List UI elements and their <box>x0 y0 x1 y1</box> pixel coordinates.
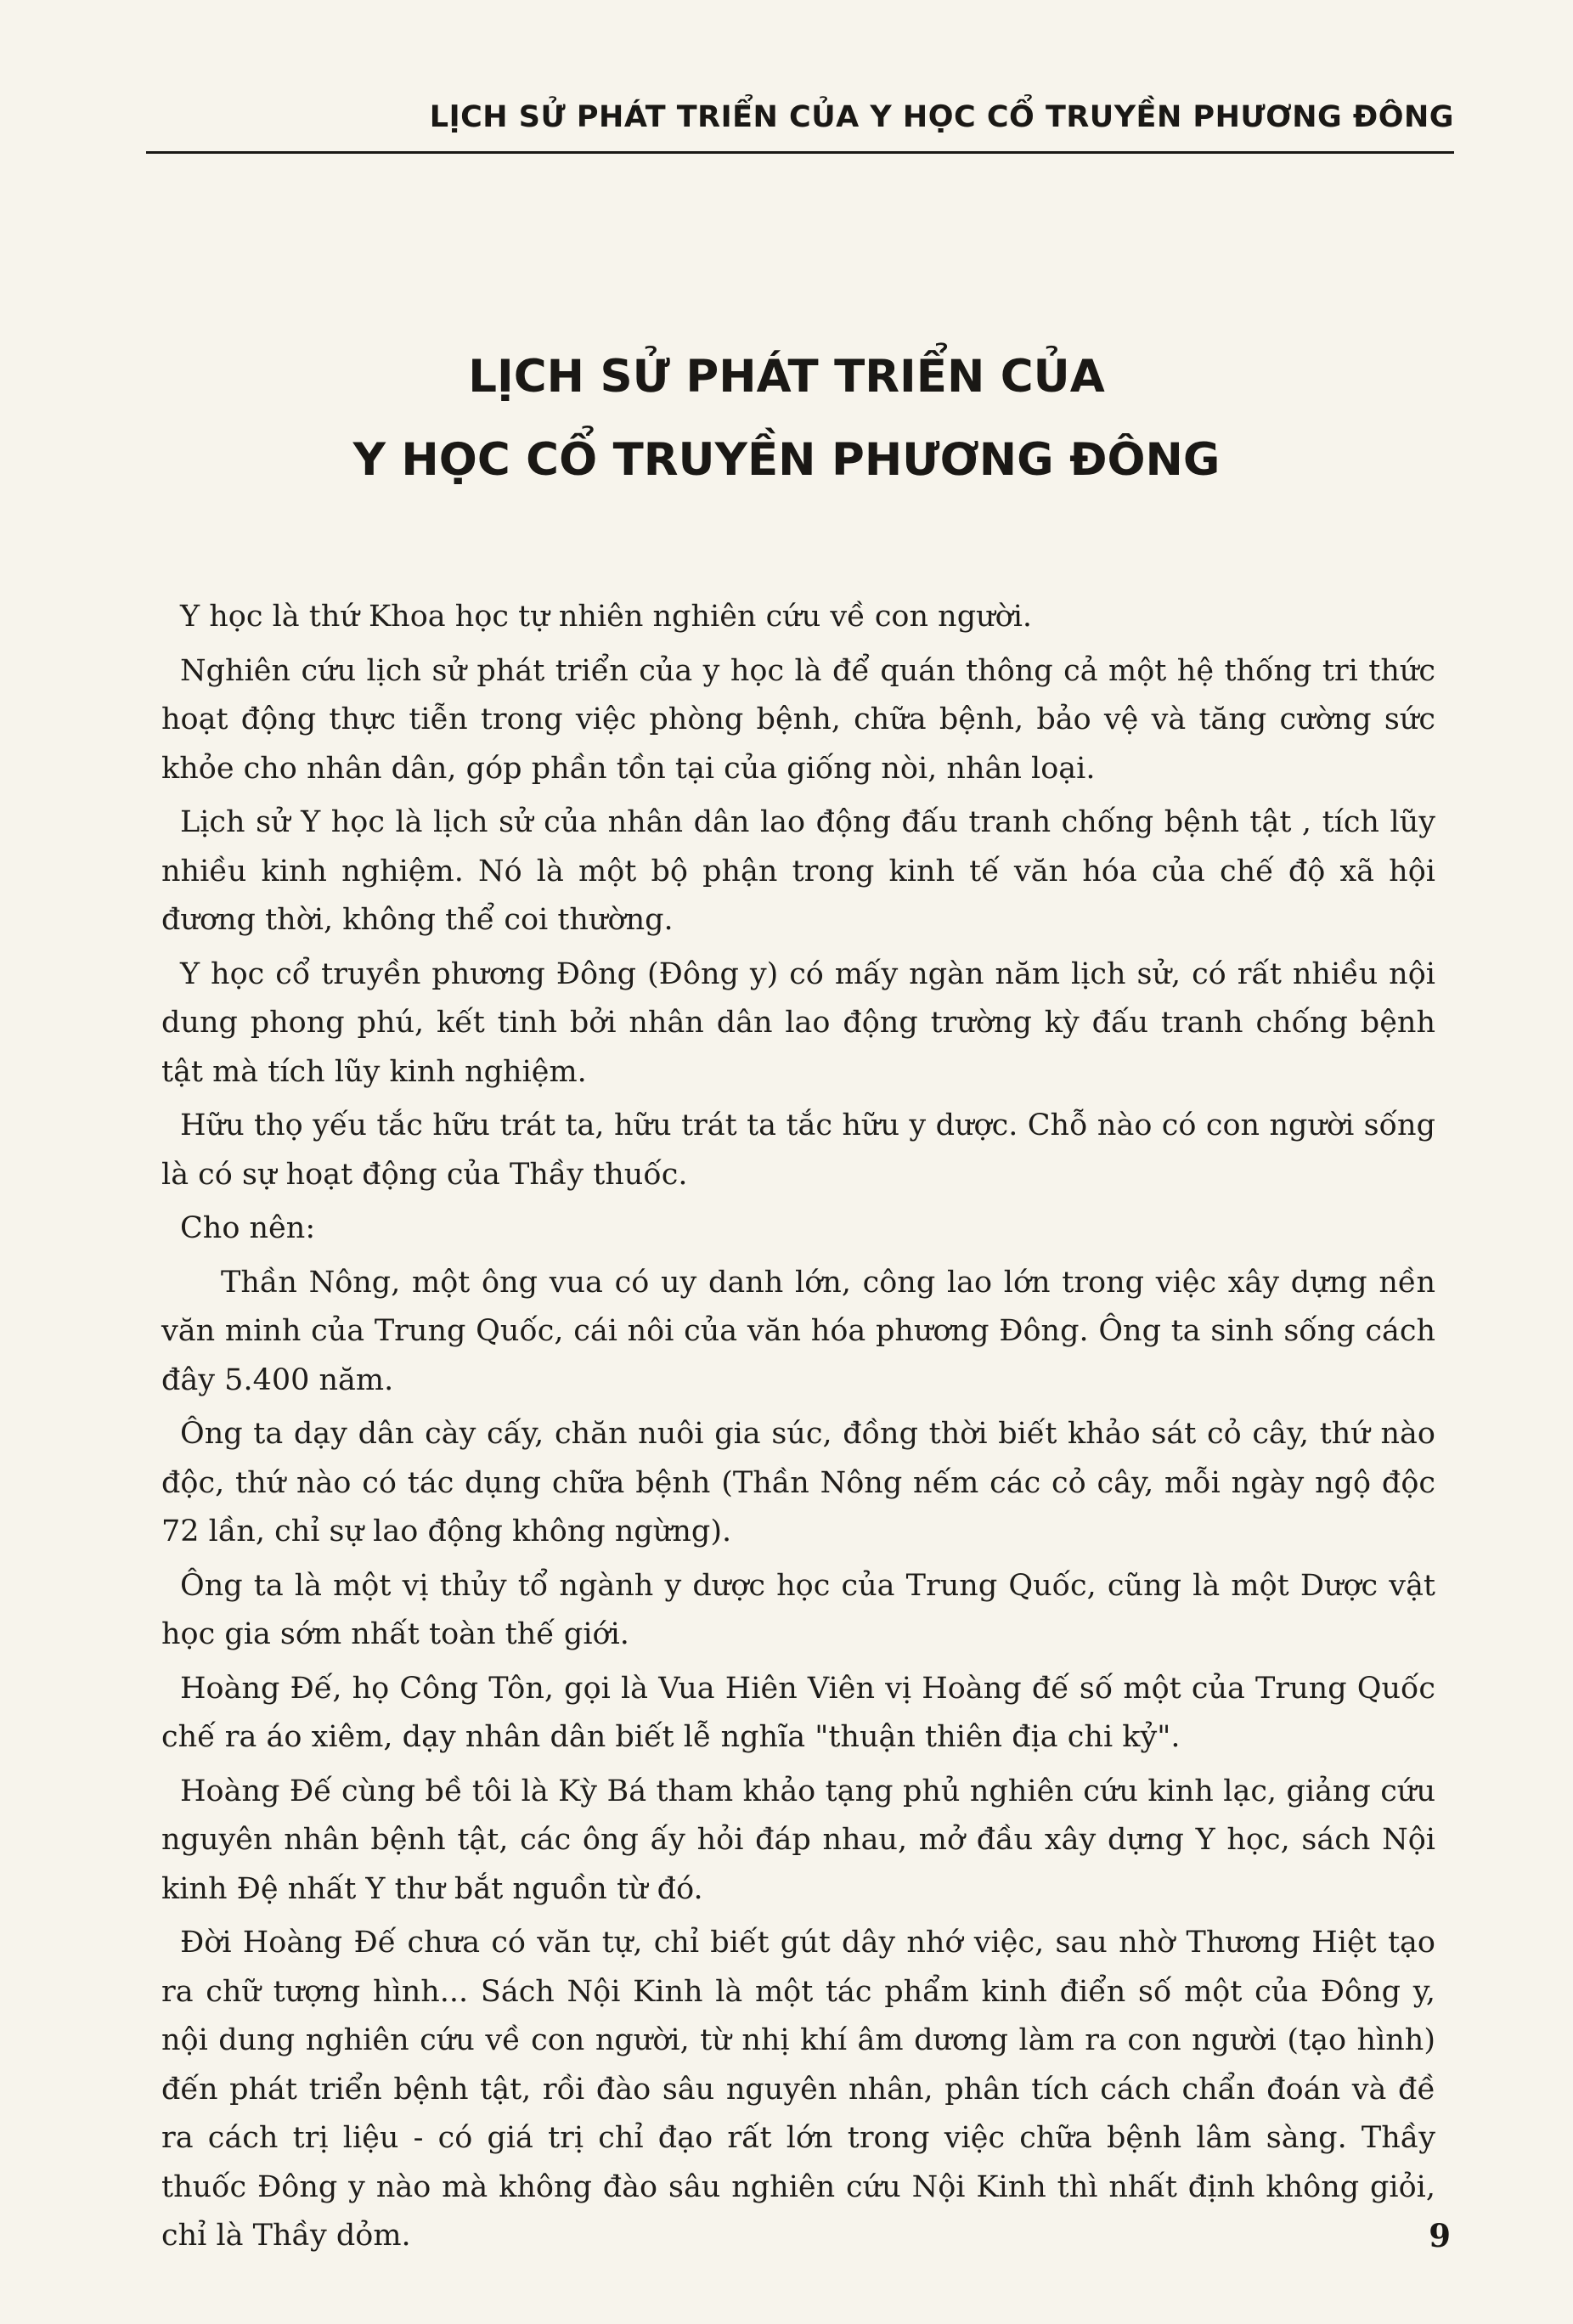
page-number: 9 <box>1429 2217 1451 2254</box>
chapter-title <box>0 336 1573 502</box>
paragraph: Ông ta dạy dân cày cấy, chăn nuôi gia súc, đồng thời biết khảo sát cỏ cây, thứ nào độc, thứ nào có tác dụng chữa bệnh (Thần Nông nếm các cỏ cây, mỗi ngày ngộ độc 72 lần, chỉ sự lao động không ngừng). <box>161 1417 1435 1548</box>
paragraph: Thần Nông, một ông vua có uy danh lớn, công lao lớn trong việc xây dựng nền văn minh của Trung Quốc, cái nôi của văn hóa phương Đông. Ông ta sinh sống cách đây 5.400 năm. <box>161 1265 1435 1397</box>
paragraph: Đời Hoàng Đế chưa có văn tự, chỉ biết gút dây nhớ việc, sau nhờ Thương Hiệt tạo ra chữ tượng hình... Sách Nội Kinh là một tác phẩm kinh điển số một của Đông y, nội dung nghiên cứu về con người, từ nhị khí âm dương làm ra con người (tạo hình) đến phát triển bệnh tật, rồi đào sâu nguyên nhân, phân tích cách chẩn đoán và đề ra cách trị liệu - có giá trị chỉ đạo rất lớn trong việc chữa bệnh lâm sàng. Thầy thuốc Đông y nào mà không đào sâu nghiên cứu Nội Kinh thì nhất định không giỏi, chỉ là Thầy dỏm. <box>161 1926 1435 2253</box>
paragraph: Hoàng Đế, họ Công Tôn, gọi là Vua Hiên Viên vị Hoàng đế số một của Trung Quốc chế ra áo xiêm, dạy nhân dân biết lễ nghĩa "thuận thiên địa chi kỷ". <box>161 1671 1435 1754</box>
chapter-title-line-1: LỊCH SỬ PHÁT TRIỂN CỦA <box>468 351 1105 403</box>
chapter-title-line-2: Y HỌC CỔ TRUYỀN PHƯƠNG ĐÔNG <box>352 434 1221 486</box>
paragraph: Cho nên: <box>180 1211 316 1245</box>
paragraph: Y học cổ truyền phương Đông (Đông y) có mấy ngàn năm lịch sử, có rất nhiều nội dung phong phú, kết tinh bởi nhân dân lao động trường kỳ đấu tranh chống bệnh tật mà tích lũy kinh nghiệm. <box>161 956 1435 1089</box>
running-header: LỊCH SỬ PHÁT TRIỂN CỦA Y HỌC CỔ TRUYỀN PHƯƠNG ĐÔNG <box>429 100 1454 134</box>
paragraph: Ông ta là một vị thủy tổ ngành y dược học của Trung Quốc, cũng là một Dược vật học gia sớm nhất toàn thế giới. <box>161 1568 1435 1651</box>
paragraph: Lịch sử Y học là lịch sử của nhân dân lao động đấu tranh chống bệnh tật , tích lũy nhiều kinh nghiệm. Nó là một bộ phận trong kinh tế văn hóa của chế độ xã hội đương thời, không thể coi thường. <box>161 805 1435 937</box>
body-text <box>161 593 1435 2266</box>
paragraph: Y học là thứ Khoa học tự nhiên nghiên cứu về con người. <box>180 600 1033 634</box>
paragraph: Nghiên cứu lịch sử phát triển của y học là để quán thông cả một hệ thống tri thức hoạt động thực tiễn trong việc phòng bệnh, chữa bệnh, bảo vệ và tăng cường sức khỏe cho nhân dân, góp phần tồn tại của giống nòi, nhân loại. <box>161 653 1435 786</box>
paragraph: Hoàng Đế cùng bề tôi là Kỳ Bá tham khảo tạng phủ nghiên cứu kinh lạc, giảng cứu nguyên nhân bệnh tật, các ông ấy hỏi đáp nhau, mở đầu xây dựng Y học, sách Nội kinh Đệ nhất Y thư bắt nguồn từ đó. <box>161 1774 1435 1906</box>
header-rule <box>146 151 1454 154</box>
paragraph: Hữu thọ yếu tắc hữu trát ta, hữu trát ta tắc hữu y dược. Chỗ nào có con người sống là có sự hoạt động của Thầy thuốc. <box>161 1108 1435 1192</box>
